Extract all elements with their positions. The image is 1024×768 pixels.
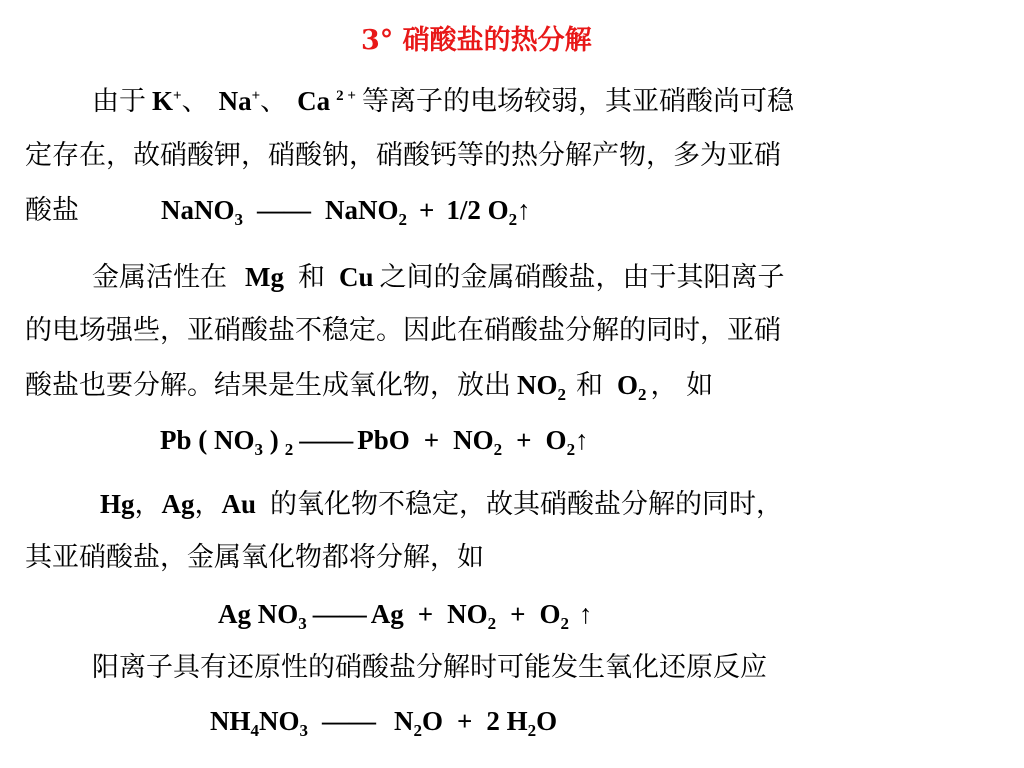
slide-title: 3° 硝酸盐的热分解 [361, 25, 592, 56]
eq3-product1: Ag [370, 599, 404, 629]
p2-line3 [25, 367, 713, 404]
eq2-product1: PbO [357, 425, 410, 455]
metal-hg: Hg [100, 489, 135, 519]
p2-no2: NO [517, 370, 558, 400]
p3-c2: ， [194, 489, 222, 520]
eq4-product2b: O [536, 706, 558, 736]
eq4-product1-sub: 2 [413, 721, 422, 740]
eq2-reactant: Pb ( NO [160, 425, 255, 455]
eq3-product2-sub: 2 [487, 614, 497, 633]
p4-line1: 阳离子具有还原性的硝酸盐分解时可能发生氧化还原反应 [92, 652, 767, 683]
p2-rest1: 之间的金属硝酸盐，由于其阳离子 [379, 262, 785, 293]
p1-line3 [25, 192, 531, 229]
eq3-product3: O [539, 599, 561, 629]
eq4-reactant-a-sub: 4 [250, 721, 259, 740]
eq3-plus1: + [417, 599, 434, 629]
p2-line3-a: 酸盐也要分解。结果是生成氧化物，放出 [25, 370, 511, 401]
eq2-product2: NO [453, 425, 494, 455]
equation-2 [160, 422, 589, 459]
ion-na: Na [218, 86, 252, 116]
p2-and2: 和 [576, 370, 603, 401]
eq1-arrow: —— [257, 195, 311, 225]
sep1: 、 [181, 86, 209, 117]
eq2-product3: O [545, 425, 567, 455]
metal-au: Au [221, 489, 257, 519]
eq1-product1-sub: 2 [398, 210, 407, 229]
metal-ag: Ag [161, 489, 195, 519]
eq3-reactant: Ag NO [218, 599, 299, 629]
eq4-reactant-a: NH [210, 706, 251, 736]
eq1-up-arrow: ↑ [517, 195, 531, 225]
p2-o2: O [617, 370, 639, 400]
eq2-reactant-sub2: 2 [284, 440, 294, 459]
eq2-product3-sub: 2 [566, 440, 576, 459]
ion-ca: Ca [297, 86, 331, 116]
ion-na-charge: + [251, 88, 261, 104]
eq4-arrow: —— [322, 706, 376, 736]
equation-4 [210, 703, 557, 740]
p3-c1: ， [134, 489, 162, 520]
eq3-reactant-sub: 3 [298, 614, 307, 633]
eq2-plus2: + [516, 425, 532, 455]
eq3-arrow: —— [312, 599, 367, 629]
eq1-product2-sub: 2 [508, 210, 518, 229]
eq4-product1: N [394, 706, 414, 736]
eq2-reactant-close: ) [263, 425, 279, 455]
p2-line3-end: ， 如 [650, 370, 714, 401]
eq2-up-arrow: ↑ [575, 425, 589, 455]
eq4-reactant-b-sub: 3 [299, 721, 308, 740]
metal-cu: Cu [338, 262, 374, 292]
p3-line1 [100, 486, 783, 523]
eq3-plus2: + [510, 599, 526, 629]
p2-o2-sub: 2 [638, 385, 647, 404]
eq3-product2: NO [447, 599, 488, 629]
eq1-reactant-sub: 3 [234, 210, 243, 229]
equation-3 [218, 596, 593, 633]
ion-k-charge: + [173, 88, 182, 104]
eq3-up-arrow: ↑ [579, 599, 593, 629]
eq1-product2: 1/2 O [446, 195, 509, 225]
eq4-product1b: O [422, 706, 444, 736]
p3-line2: 其亚硝酸盐，金属氧化物都将分解，如 [25, 542, 484, 573]
eq1-product1: NaNO [325, 195, 399, 225]
equation-1 [161, 195, 531, 229]
eq4-product2: 2 H [486, 706, 528, 736]
ion-k: K [152, 86, 174, 116]
p2-line1 [92, 259, 785, 296]
p2-lead: 金属活性在 [92, 262, 227, 293]
eq2-reactant-sub: 3 [254, 440, 263, 459]
eq4-reactant-b: NO [259, 706, 300, 736]
sep2: 、 [260, 86, 288, 117]
eq4-product2-sub: 2 [527, 721, 537, 740]
p2-line2: 的电场强些，亚硝酸盐不稳定。因此在硝酸盐分解的同时，亚硝 [25, 315, 781, 346]
eq2-product2-sub: 2 [493, 440, 503, 459]
eq2-arrow: —— [299, 425, 354, 455]
p2-no2-sub: 2 [557, 385, 566, 404]
p1-rest1: 等离子的电场较弱，其亚硝酸尚可稳 [361, 86, 794, 117]
eq1-plus: + [419, 195, 435, 225]
p1-lead: 由于 [92, 86, 146, 117]
p3-rest1: 的氧化物不稳定，故其硝酸盐分解的同时， [270, 489, 784, 520]
p1-line1 [92, 83, 794, 120]
eq4-plus: + [457, 706, 473, 736]
metal-mg: Mg [245, 262, 284, 292]
eq3-product3-sub: 2 [560, 614, 570, 633]
eq1-reactant: NaNO [161, 195, 235, 225]
ion-ca-charge: 2 + [336, 88, 356, 104]
p2-and: 和 [297, 262, 325, 293]
p1-line3-lead: 酸盐 [25, 195, 79, 226]
p1-line2: 定存在，故硝酸钾，硝酸钠，硝酸钙等的热分解产物，多为亚硝 [25, 140, 781, 171]
eq2-plus1: + [423, 425, 440, 455]
